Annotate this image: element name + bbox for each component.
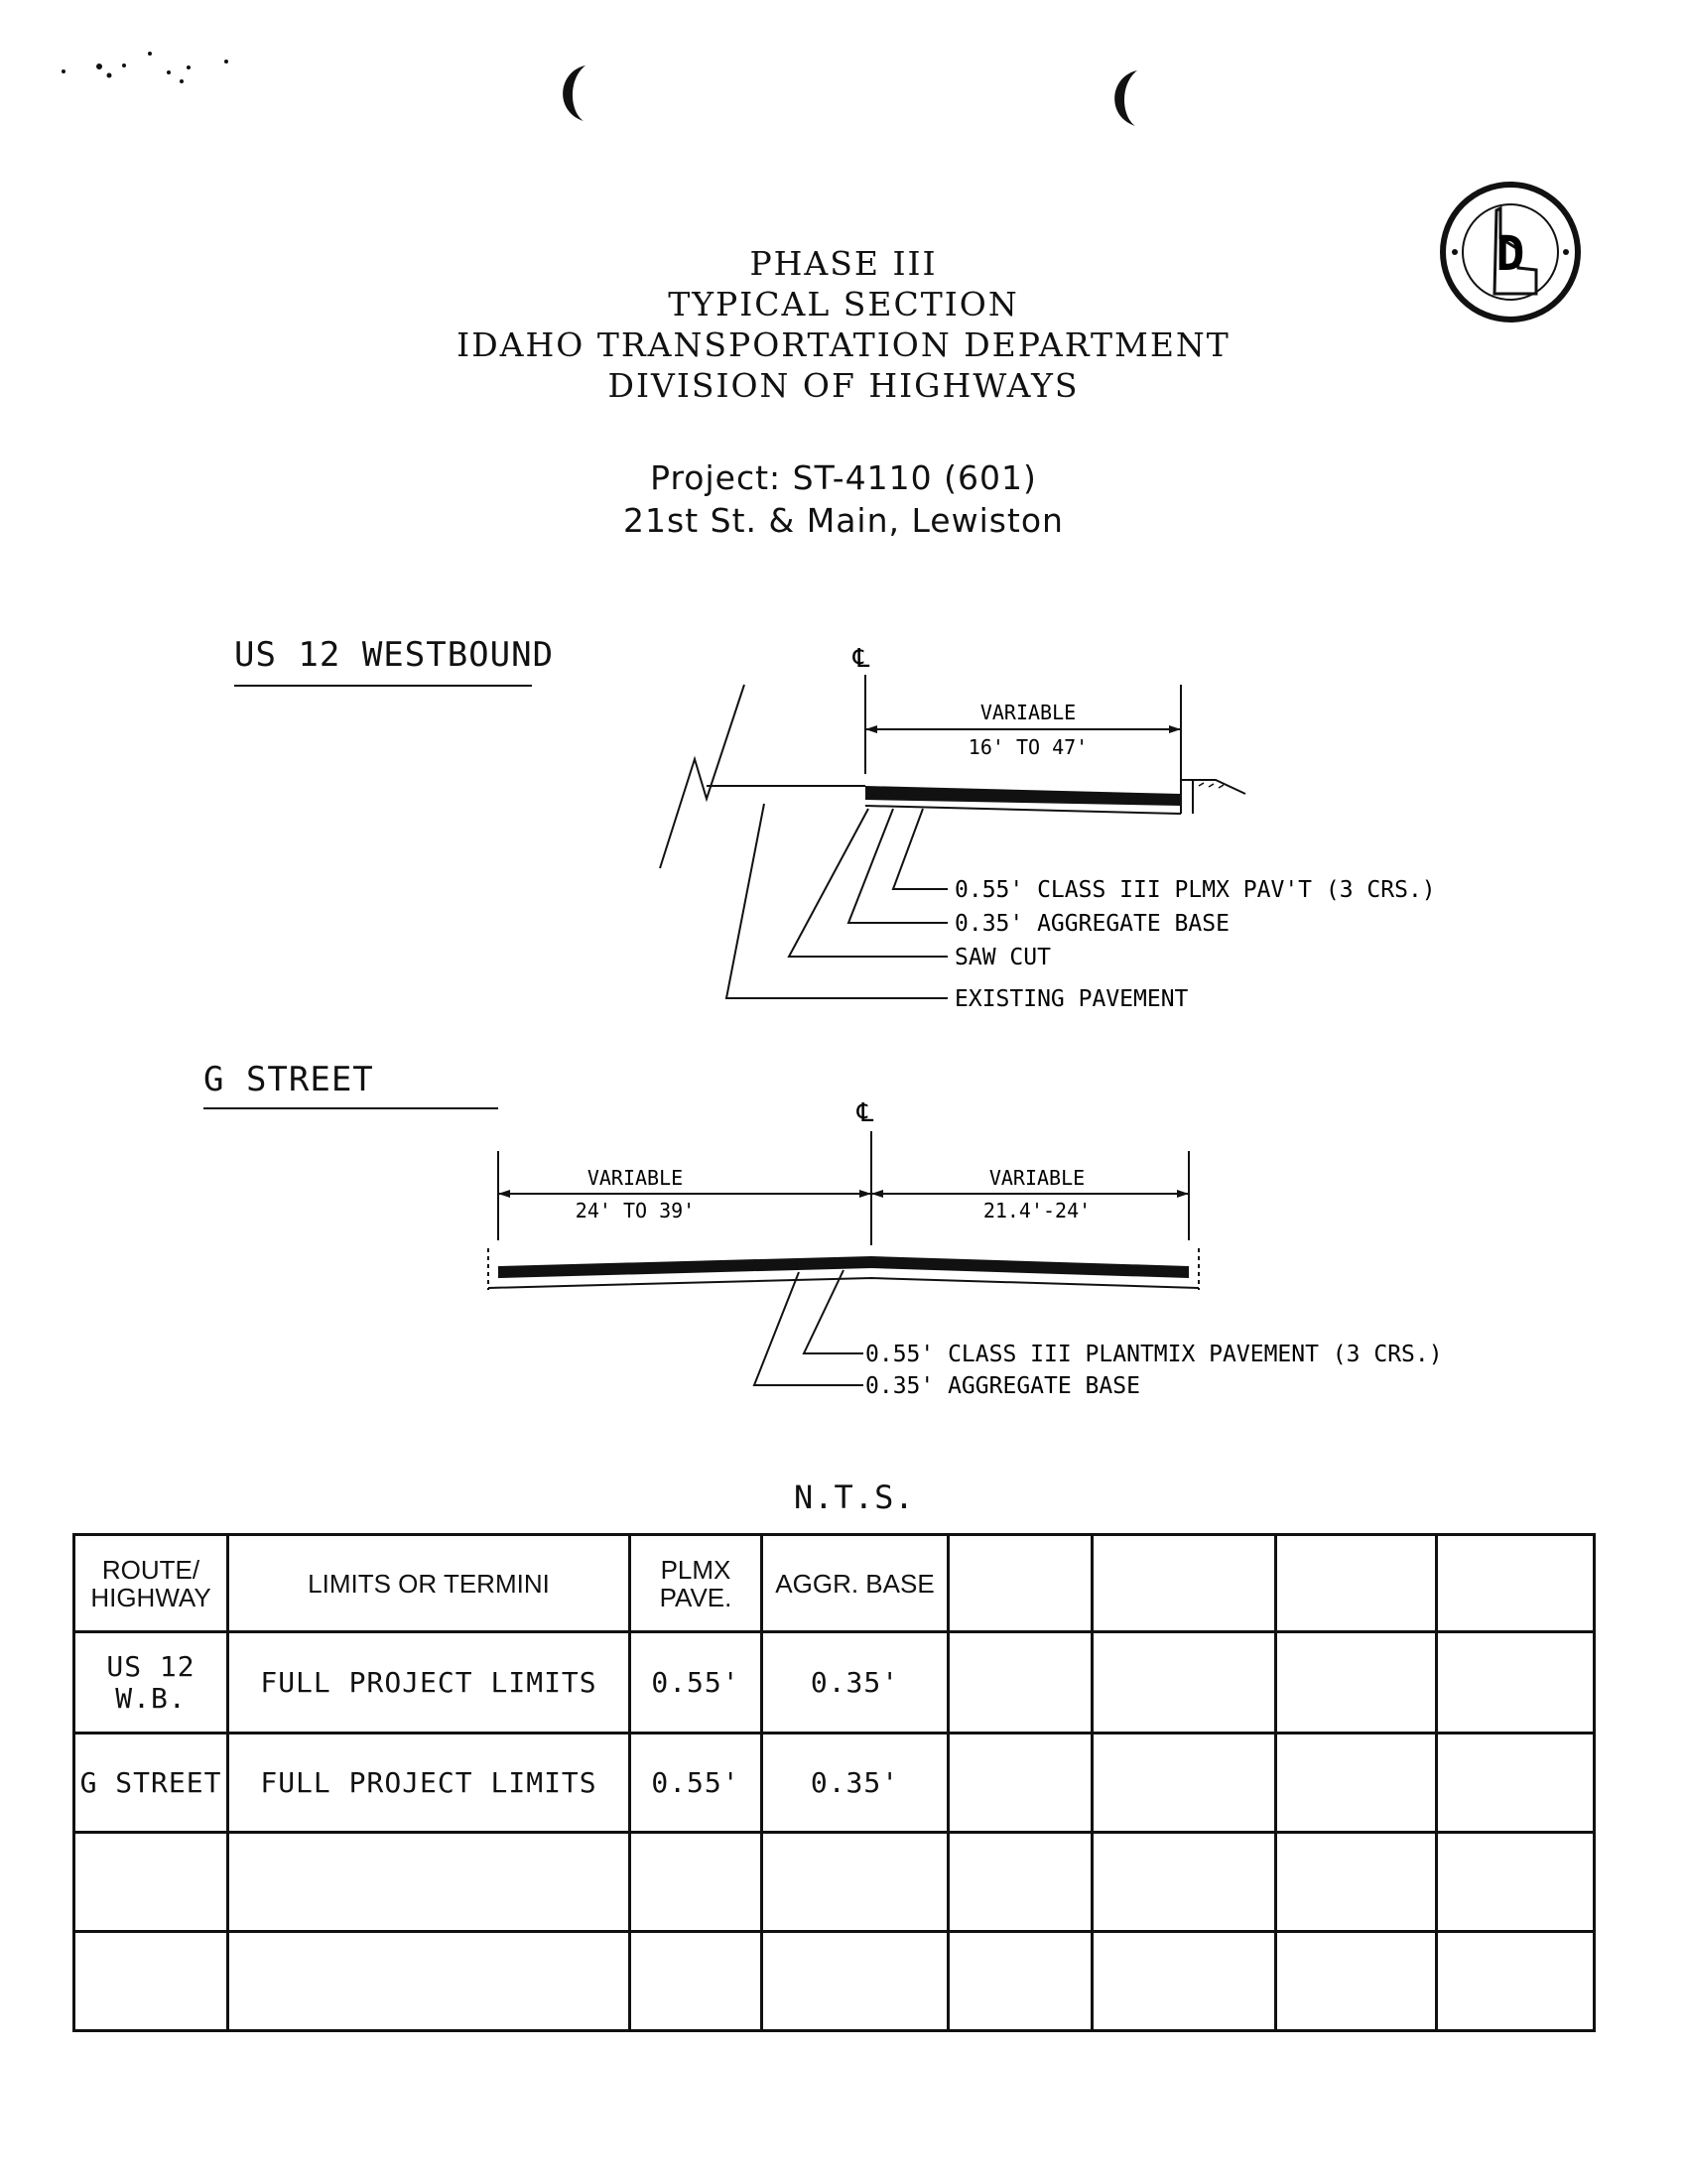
header-blank [949, 1535, 1093, 1632]
title-line-3: IDAHO TRANSPORTATION DEPARTMENT [456, 325, 1231, 364]
gstreet-right-dim-bottom: 21.4'-24' [982, 1199, 1092, 1222]
us12-callout-pavement: 0.55' CLASS III PLMX PAV'T (3 CRS.) [955, 877, 1436, 903]
gstreet-right-dim-top: VARIABLE [988, 1166, 1086, 1190]
us12-centerline-symbol: ℄ [852, 644, 870, 674]
gstreet-callout-pavement: 0.55' CLASS III PLANTMIX PAVEMENT (3 CRS.) [865, 1342, 1443, 1367]
cell-plmx: 0.55' [630, 1632, 762, 1734]
thickness-table [72, 1533, 1596, 2032]
table-row [74, 1932, 1595, 2031]
cell-limits: FULL PROJECT LIMITS [228, 1734, 630, 1833]
cell-route: G STREET [74, 1734, 228, 1833]
header-route-highway: ROUTE/ HIGHWAY [74, 1535, 228, 1632]
us12-callout-saw-cut: SAW CUT [955, 945, 1051, 970]
scale-note: N.T.S. [794, 1478, 915, 1516]
title-line-2: TYPICAL SECTION [668, 285, 1019, 323]
cell-route: US 12 W.B. [74, 1632, 228, 1734]
header-blank [1093, 1535, 1276, 1632]
cell-aggr: 0.35' [762, 1734, 949, 1833]
cell-plmx: 0.55' [630, 1734, 762, 1833]
header-aggr-base: AGGR. BASE [762, 1535, 949, 1632]
title-line-4: DIVISION OF HIGHWAYS [607, 366, 1080, 405]
gstreet-centerline-symbol: ℄ [856, 1098, 874, 1128]
us12-callout-base: 0.35' AGGREGATE BASE [955, 911, 1230, 937]
table-row [74, 1632, 1595, 1734]
gstreet-cross-section-diagram [0, 1092, 1687, 1419]
table-row [74, 1734, 1595, 1833]
seal-letter: D [1495, 226, 1525, 282]
title-line-1: PHASE III [749, 244, 938, 283]
gstreet-left-dim-bottom: 24' TO 39' [575, 1199, 696, 1222]
header-blank [1276, 1535, 1437, 1632]
us12-dim-bottom: 16' TO 47' [968, 735, 1089, 759]
header-blank [1437, 1535, 1595, 1632]
gstreet-left-dim-top: VARIABLE [586, 1166, 684, 1190]
header-plmx-pave: PLMX PAVE. [630, 1535, 762, 1632]
us12-dim-top: VARIABLE [979, 701, 1077, 724]
us12-section-title: US 12 WESTBOUND [234, 635, 555, 675]
header-limits-termini: LIMITS OR TERMINI [228, 1535, 630, 1632]
table-row [74, 1833, 1595, 1932]
gstreet-section-title: G STREET [203, 1060, 374, 1099]
project-location: 21st St. & Main, Lewiston [623, 501, 1064, 540]
project-number: Project: ST-4110 (601) [650, 458, 1037, 497]
us12-callout-existing: EXISTING PAVEMENT [955, 986, 1189, 1012]
cell-aggr: 0.35' [762, 1632, 949, 1734]
table-header-row [74, 1535, 1595, 1632]
cell-limits: FULL PROJECT LIMITS [228, 1632, 630, 1734]
gstreet-callout-base: 0.35' AGGREGATE BASE [865, 1373, 1140, 1399]
